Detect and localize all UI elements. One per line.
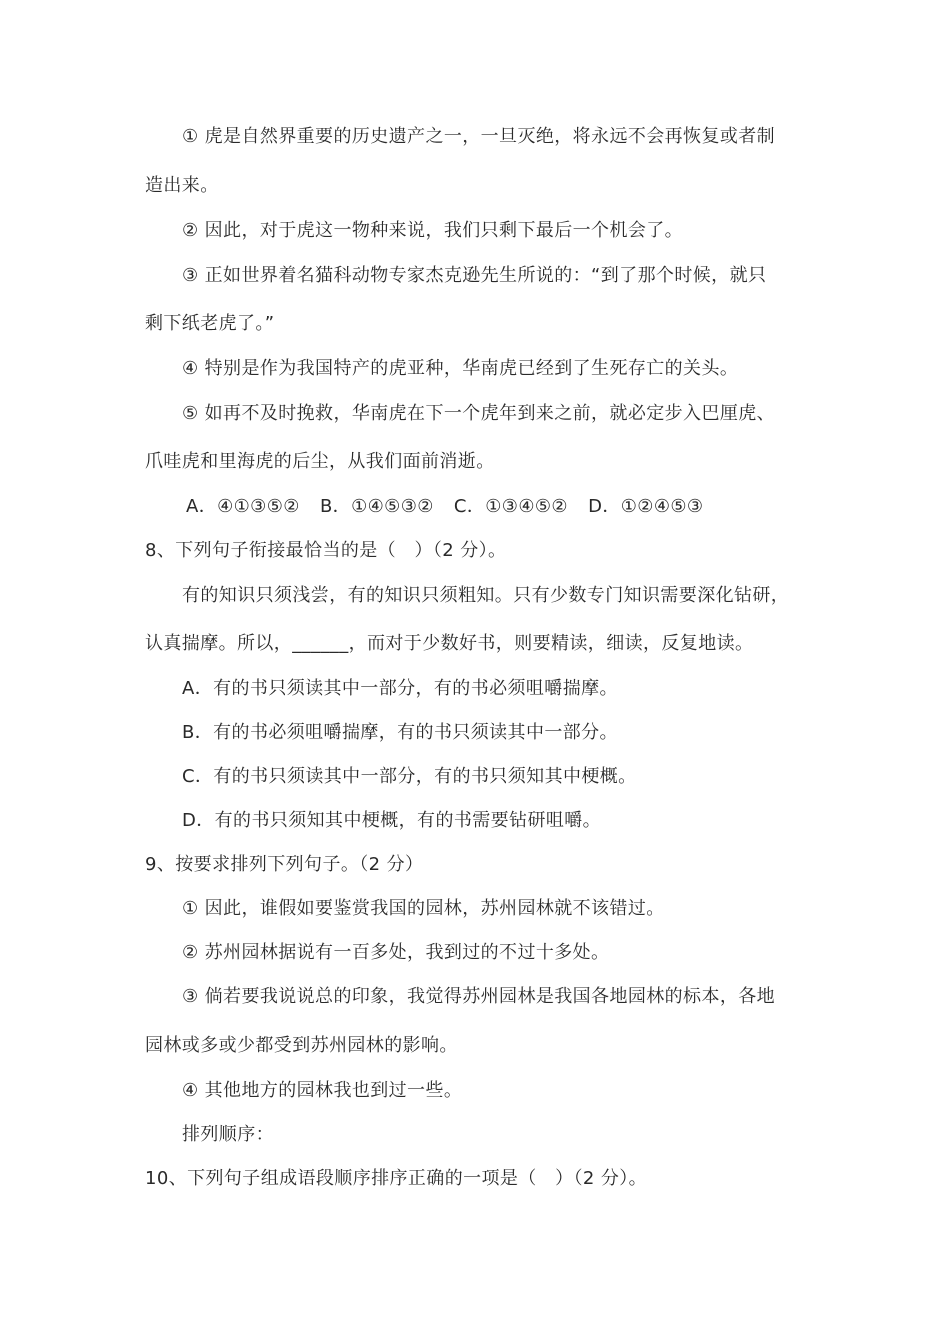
q9-sentence-4: ④ 其他地方的园林我也到过一些。: [182, 1080, 463, 1101]
q8-option-a: A．有的书只须读其中一部分，有的书必须咀嚼揣摩。: [182, 678, 618, 699]
q8-option-b: B．有的书必须咀嚼揣摩，有的书只须读其中一部分。: [182, 722, 618, 743]
q8-option-c: C．有的书只须读其中一部分，有的书只须知其中梗概。: [182, 766, 637, 787]
q9-question: 9、按要求排列下列句子。（2 分）: [145, 854, 424, 875]
q8-question: 8、下列句子衔接最恰当的是（ ）（2 分）。: [145, 540, 507, 561]
q7-sentence-3: ③ 正如世界着名猫科动物专家杰克逊先生所说的：“到了那个时候，就只: [182, 265, 767, 286]
q7-sentence-1-cont: 造出来。: [145, 175, 219, 196]
q8-option-d: D．有的书只须知其中梗概，有的书需要钻研咀嚼。: [182, 810, 602, 831]
q9-sentence-3-cont: 园林或多或少都受到苏州园林的影响。: [145, 1035, 458, 1056]
q9-sentence-1: ① 因此，谁假如要鉴赏我国的园林，苏州园林就不该错过。: [182, 898, 665, 919]
q10-question: 10、下列句子组成语段顺序排序正确的一项是（ ）（2 分）。: [145, 1168, 648, 1189]
q9-sentence-3: ③ 倘若要我说说总的印象，我觉得苏州园林是我国各地园林的标本，各地: [182, 986, 776, 1007]
q8-passage-cont: 认真揣摩。所以，______，而对于少数好书，则要精读，细读，反复地读。: [145, 633, 754, 654]
q7-sentence-3-cont: 剩下纸老虎了。”: [145, 313, 275, 334]
q7-sentence-2: ② 因此，对于虎这一物种来说，我们只剩下最后一个机会了。: [182, 220, 684, 241]
q9-sentence-2: ② 苏州园林据说有一百多处，我到过的不过十多处。: [182, 942, 610, 963]
q7-option-c: C．①③④⑤②: [453, 496, 568, 517]
q7-sentence-1: ① 虎是自然界重要的历史遗产之一，一旦灭绝，将永远不会再恢复或者制: [182, 126, 776, 147]
q7-option-a: A．④①③⑤②: [186, 496, 300, 517]
q7-option-b: B．①④⑤③②: [319, 496, 434, 517]
q9-order-label: 排列顺序：: [182, 1124, 274, 1145]
q7-sentence-4: ④ 特别是作为我国特产的虎亚种，华南虎已经到了生死存亡的关头。: [182, 358, 739, 379]
q7-sentence-5-cont: 爪哇虎和里海虎的后尘，从我们面前消逝。: [145, 451, 495, 472]
q7-sentence-5: ⑤ 如再不及时挽救，华南虎在下一个虎年到来之前，就必定步入巴厘虎、: [182, 403, 776, 424]
q7-option-d: D．①②④⑤③: [588, 496, 704, 517]
q7-options: [186, 495, 717, 519]
q8-passage: 有的知识只须浅尝，有的知识只须粗知。只有少数专门知识需要深化钻研，: [182, 585, 790, 606]
